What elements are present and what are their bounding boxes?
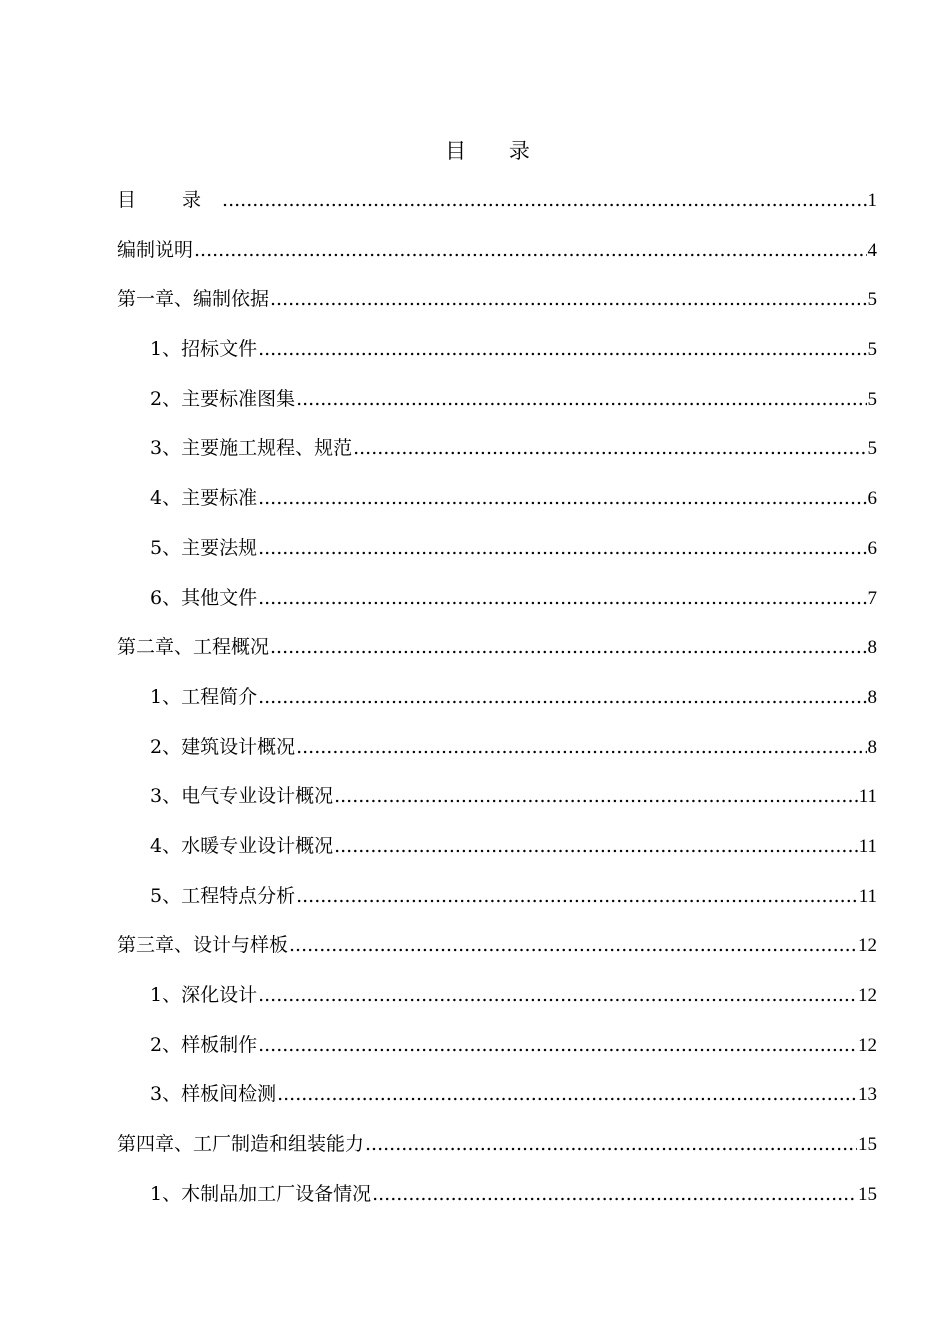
toc-dot-leader (258, 1030, 857, 1060)
toc-entry-page: 15 (858, 1134, 877, 1156)
toc-entry-page: 5 (867, 289, 877, 311)
toc-entry[interactable] (117, 235, 877, 285)
toc-entry-page: 15 (858, 1183, 877, 1205)
toc-dot-leader (270, 284, 866, 314)
toc-entry-page: 7 (867, 587, 877, 609)
toc-entry-page: 1 (867, 190, 877, 211)
toc-entry[interactable] (117, 1030, 877, 1080)
toc-entry-page: 12 (858, 935, 877, 957)
toc-entry-label: 第一章、编制依据 (117, 288, 270, 311)
toc-title: 目 录 (445, 139, 548, 163)
toc-entry-label: 1、招标文件 (150, 338, 258, 361)
toc-dot-leader (334, 831, 858, 861)
toc-entry-label: 第二章、工程概况 (117, 636, 270, 659)
toc-entry-page: 8 (867, 637, 877, 659)
toc-entry-label: 5、主要法规 (150, 536, 258, 559)
toc-dot-leader (277, 1079, 857, 1109)
toc-entry-label: 1、深化设计 (150, 984, 258, 1006)
toc-entry[interactable] (117, 1179, 877, 1229)
toc-entry-page: 11 (858, 786, 877, 808)
toc-entry[interactable] (117, 831, 877, 881)
toc-dot-leader (365, 1129, 857, 1159)
toc-dot-leader (258, 483, 866, 513)
toc-entry-label: 3、主要施工规程、规范 (150, 437, 353, 460)
toc-entry-label: 第四章、工厂制造和组装能力 (117, 1133, 365, 1156)
toc-dot-leader (289, 930, 857, 960)
toc-entry-label: 2、样板制作 (150, 1033, 258, 1056)
toc-entry-label: 目 录 (117, 189, 222, 211)
toc-entry-page: 13 (858, 1084, 877, 1106)
toc-entry-label: 4、主要标准 (150, 487, 258, 510)
toc-entry-label: 1、木制品加工厂设备情况 (150, 1182, 372, 1205)
toc-entry[interactable] (117, 1079, 877, 1129)
toc-entry-page: 4 (867, 239, 877, 261)
toc-dot-leader (296, 732, 866, 762)
toc-entry-page: 5 (867, 388, 877, 410)
toc-entry-page: 8 (867, 736, 877, 758)
toc-dot-leader (258, 533, 866, 563)
toc-entry-page: 5 (867, 339, 877, 361)
toc-entry-label: 第三章、设计与样板 (117, 934, 289, 957)
toc-dot-leader (372, 1179, 857, 1209)
toc-dot-leader (222, 185, 866, 215)
toc-entry-label: 编制说明 (117, 238, 194, 261)
toc-entry-label: 2、主要标准图集 (150, 387, 296, 410)
toc-entry-label: 6、其他文件 (150, 586, 258, 609)
toc-entry[interactable] (117, 483, 877, 533)
toc-entry-page: 11 (858, 885, 877, 907)
toc-entry-page: 6 (867, 488, 877, 510)
toc-entry-page: 6 (867, 537, 877, 559)
toc-entry-label: 5、工程特点分析 (150, 884, 296, 907)
toc-entry[interactable] (117, 533, 877, 583)
toc-entry-page: 8 (867, 686, 877, 708)
toc-entry[interactable] (117, 1129, 877, 1179)
toc-entry-label: 3、电气专业设计概况 (150, 785, 334, 808)
toc-dot-leader (334, 781, 858, 811)
toc-entry[interactable] (117, 632, 877, 682)
toc-entry-page: 5 (867, 438, 877, 460)
toc-entry[interactable] (117, 930, 877, 980)
toc-dot-leader (296, 881, 858, 911)
toc-dot-leader (258, 980, 857, 1010)
toc-dot-leader (258, 682, 866, 712)
toc-entry[interactable] (117, 384, 877, 434)
toc-dot-leader (296, 384, 866, 414)
toc-dot-leader (270, 632, 866, 662)
toc-entry-label: 4、水暖专业设计概况 (150, 834, 334, 857)
toc-entry[interactable] (117, 781, 877, 831)
toc-entry-page: 11 (858, 835, 877, 857)
toc-entry[interactable] (117, 732, 877, 782)
toc-entry-label: 3、样板间检测 (150, 1083, 277, 1106)
toc-entry-page: 12 (858, 985, 877, 1006)
toc-dot-leader (353, 433, 866, 463)
toc-entry[interactable] (117, 185, 877, 235)
toc-dot-leader (258, 334, 866, 364)
toc-entry[interactable] (117, 433, 877, 483)
toc-entry[interactable] (117, 682, 877, 732)
toc-dot-leader (194, 235, 866, 265)
toc-entry-label: 2、建筑设计概况 (150, 735, 296, 758)
toc-entry-page: 12 (858, 1034, 877, 1056)
toc-entry-label: 1、工程简介 (150, 685, 258, 708)
toc-entry[interactable] (117, 334, 877, 384)
toc-dot-leader (258, 583, 866, 613)
toc-entry[interactable] (117, 881, 877, 931)
toc-entry[interactable] (117, 980, 877, 1030)
toc-entry[interactable] (117, 284, 877, 334)
table-of-contents (117, 185, 877, 1228)
toc-entry[interactable] (117, 583, 877, 633)
